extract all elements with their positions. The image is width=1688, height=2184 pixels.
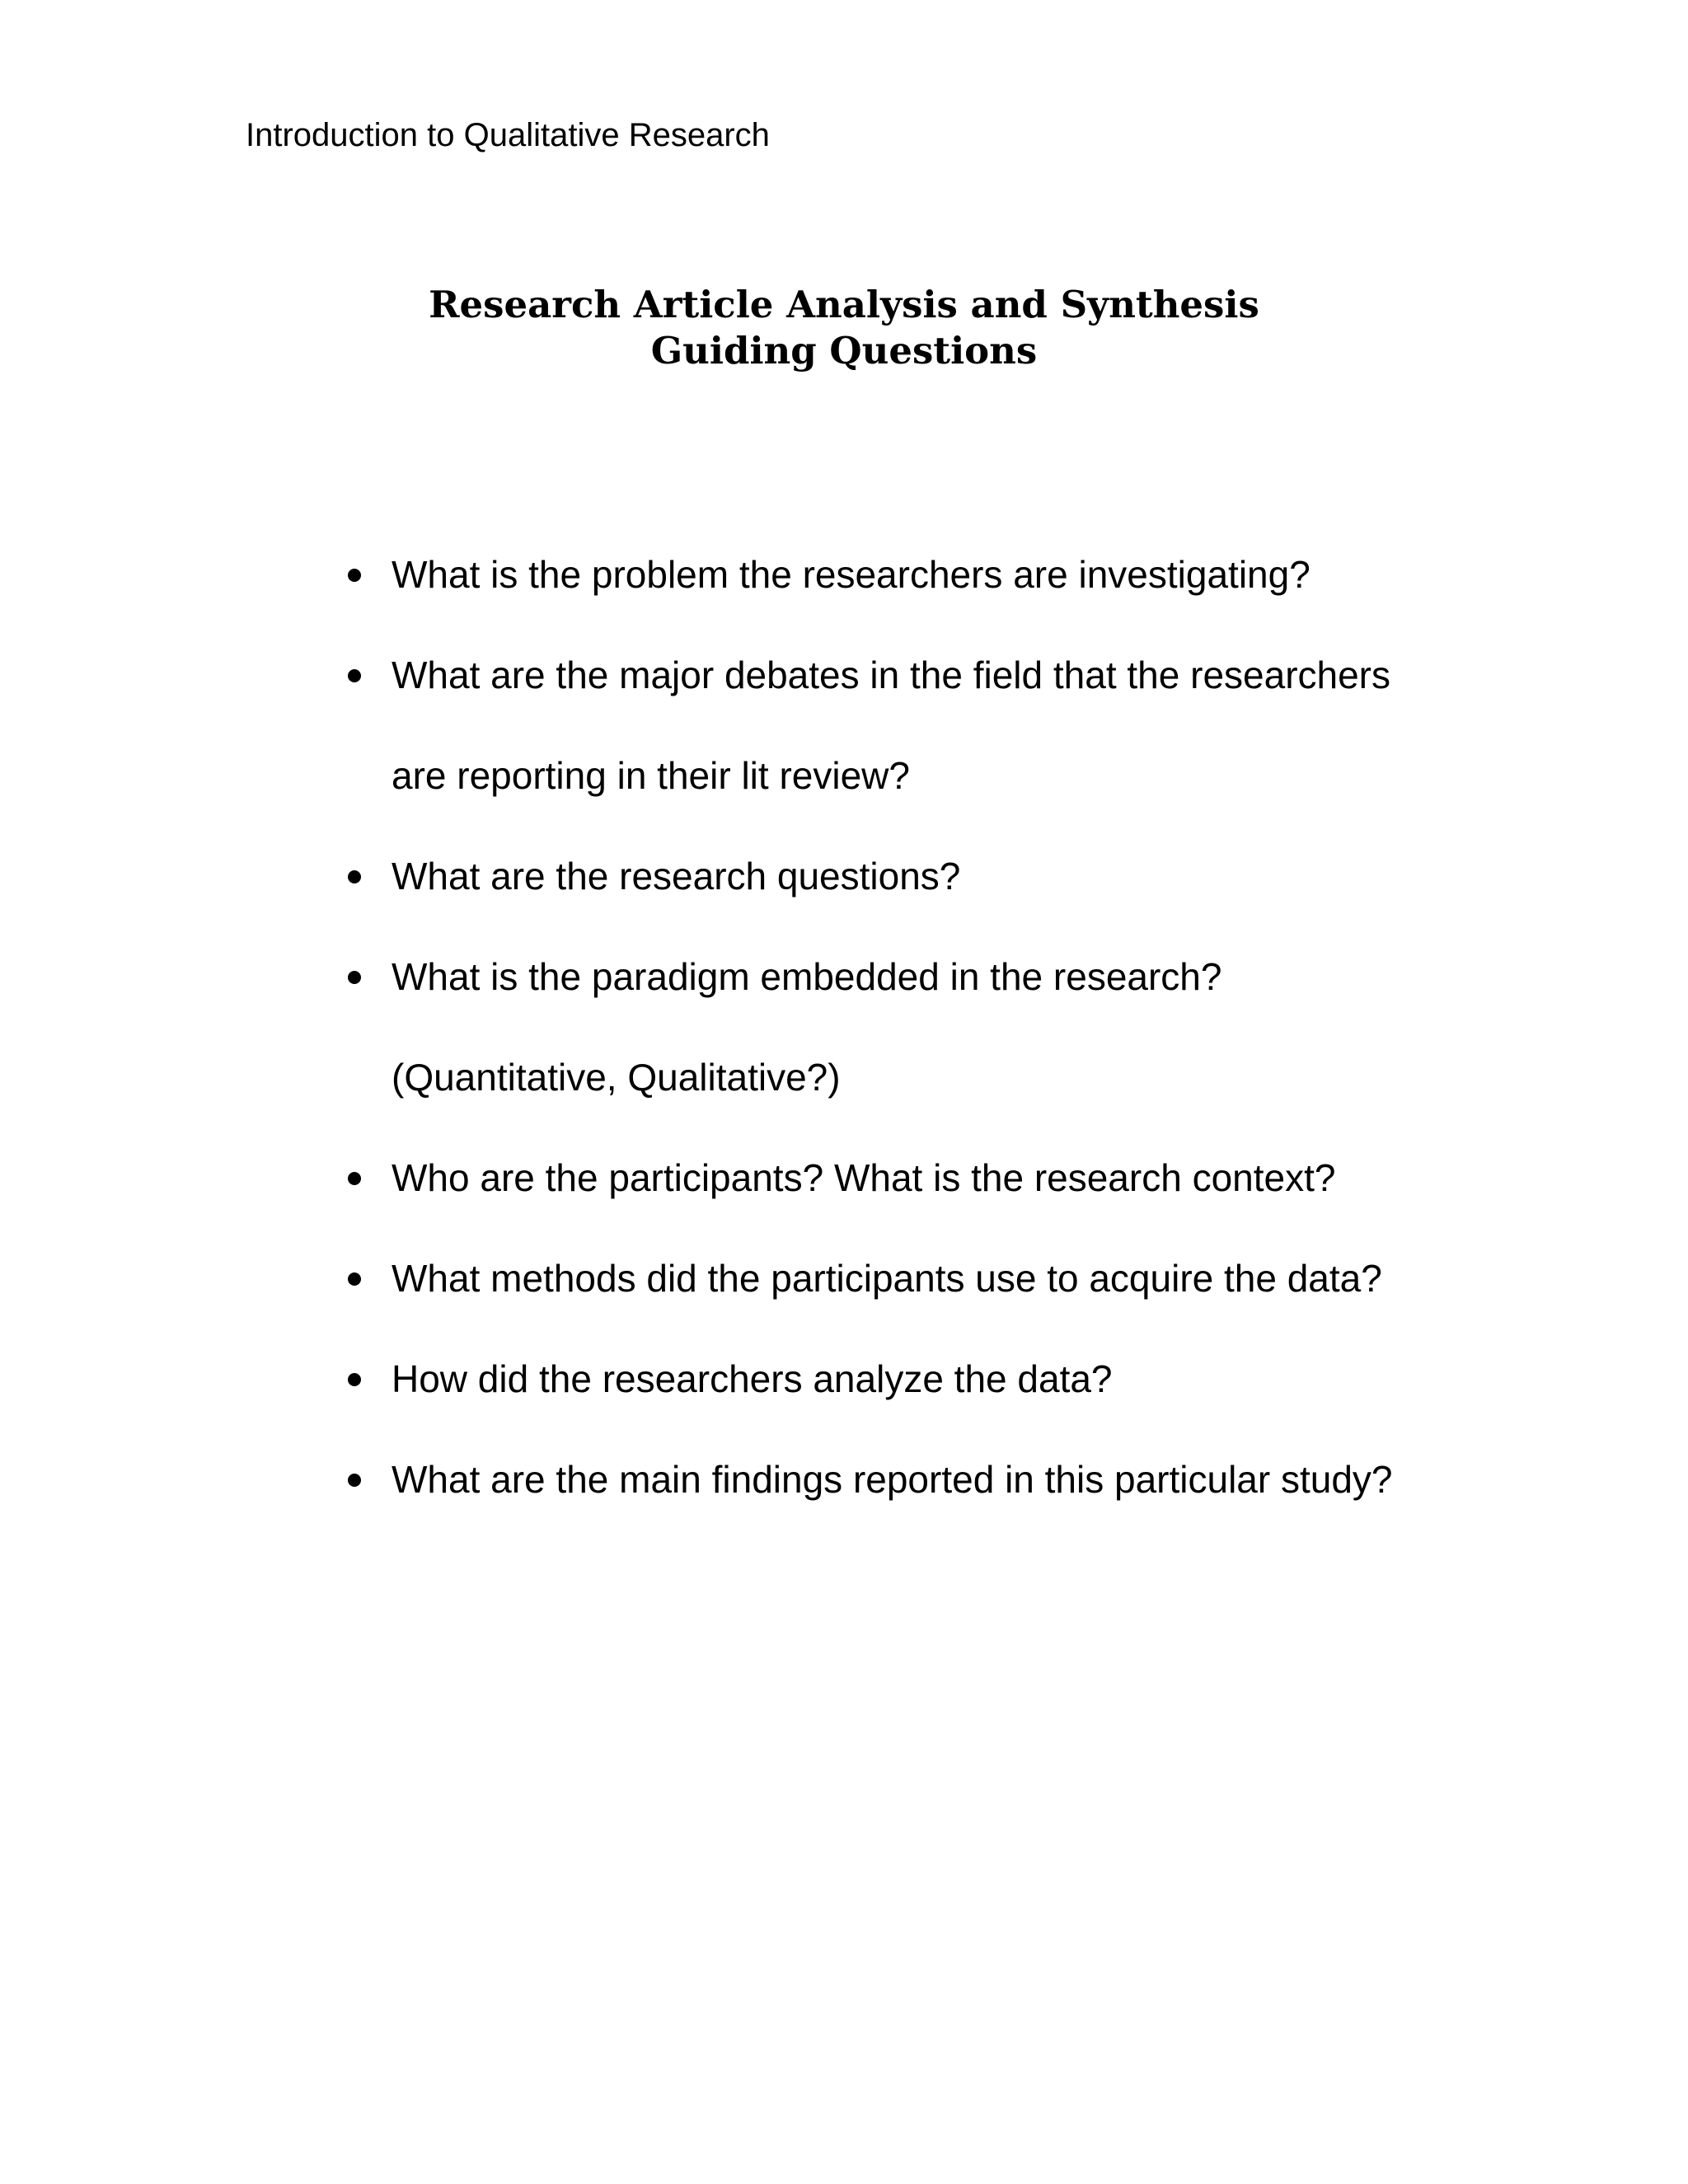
title-line-subtitle: Guiding Questions xyxy=(650,329,1038,373)
question-item-methods xyxy=(338,1228,1434,1329)
bullet-icon xyxy=(348,870,361,883)
bullet-icon xyxy=(348,1272,361,1286)
question-text: What are the research questions? xyxy=(392,855,961,898)
guiding-questions-list xyxy=(338,524,1434,1530)
question-text: Who are the participants? What is the research context? xyxy=(392,1156,1336,1199)
question-item-analysis xyxy=(338,1329,1434,1429)
question-item-problem xyxy=(338,524,1434,625)
question-text: What are the major debates in the field that the researchers xyxy=(392,654,1390,696)
question-text: What is the paradigm embedded in the research? xyxy=(392,955,1222,998)
question-item-participants xyxy=(338,1127,1434,1228)
question-text: What is the problem the researchers are investigating? xyxy=(392,553,1311,596)
question-item-paradigm xyxy=(338,926,1434,1127)
question-item-findings xyxy=(338,1429,1434,1530)
title-line-main: Research Article Analysis and Synthesis xyxy=(429,283,1259,326)
question-text: What methods did the participants use to acquire the data? xyxy=(392,1257,1382,1300)
question-item-research-questions xyxy=(338,826,1434,926)
question-text-continued: are reporting in their lit review? xyxy=(392,754,910,797)
document-header: Introduction to Qualitative Research xyxy=(246,117,770,153)
question-item-debates xyxy=(338,625,1434,826)
question-text: What are the main findings reported in this particular study? xyxy=(392,1458,1393,1501)
question-text-continued: (Quantitative, Qualitative?) xyxy=(392,1056,841,1099)
question-text: How did the researchers analyze the data? xyxy=(392,1357,1113,1400)
bullet-icon xyxy=(348,971,361,984)
bullet-icon xyxy=(348,1474,361,1487)
bullet-icon xyxy=(348,1373,361,1386)
bullet-icon xyxy=(348,569,361,582)
bullet-icon xyxy=(348,669,361,682)
document-title xyxy=(0,282,1688,374)
bullet-icon xyxy=(348,1172,361,1185)
